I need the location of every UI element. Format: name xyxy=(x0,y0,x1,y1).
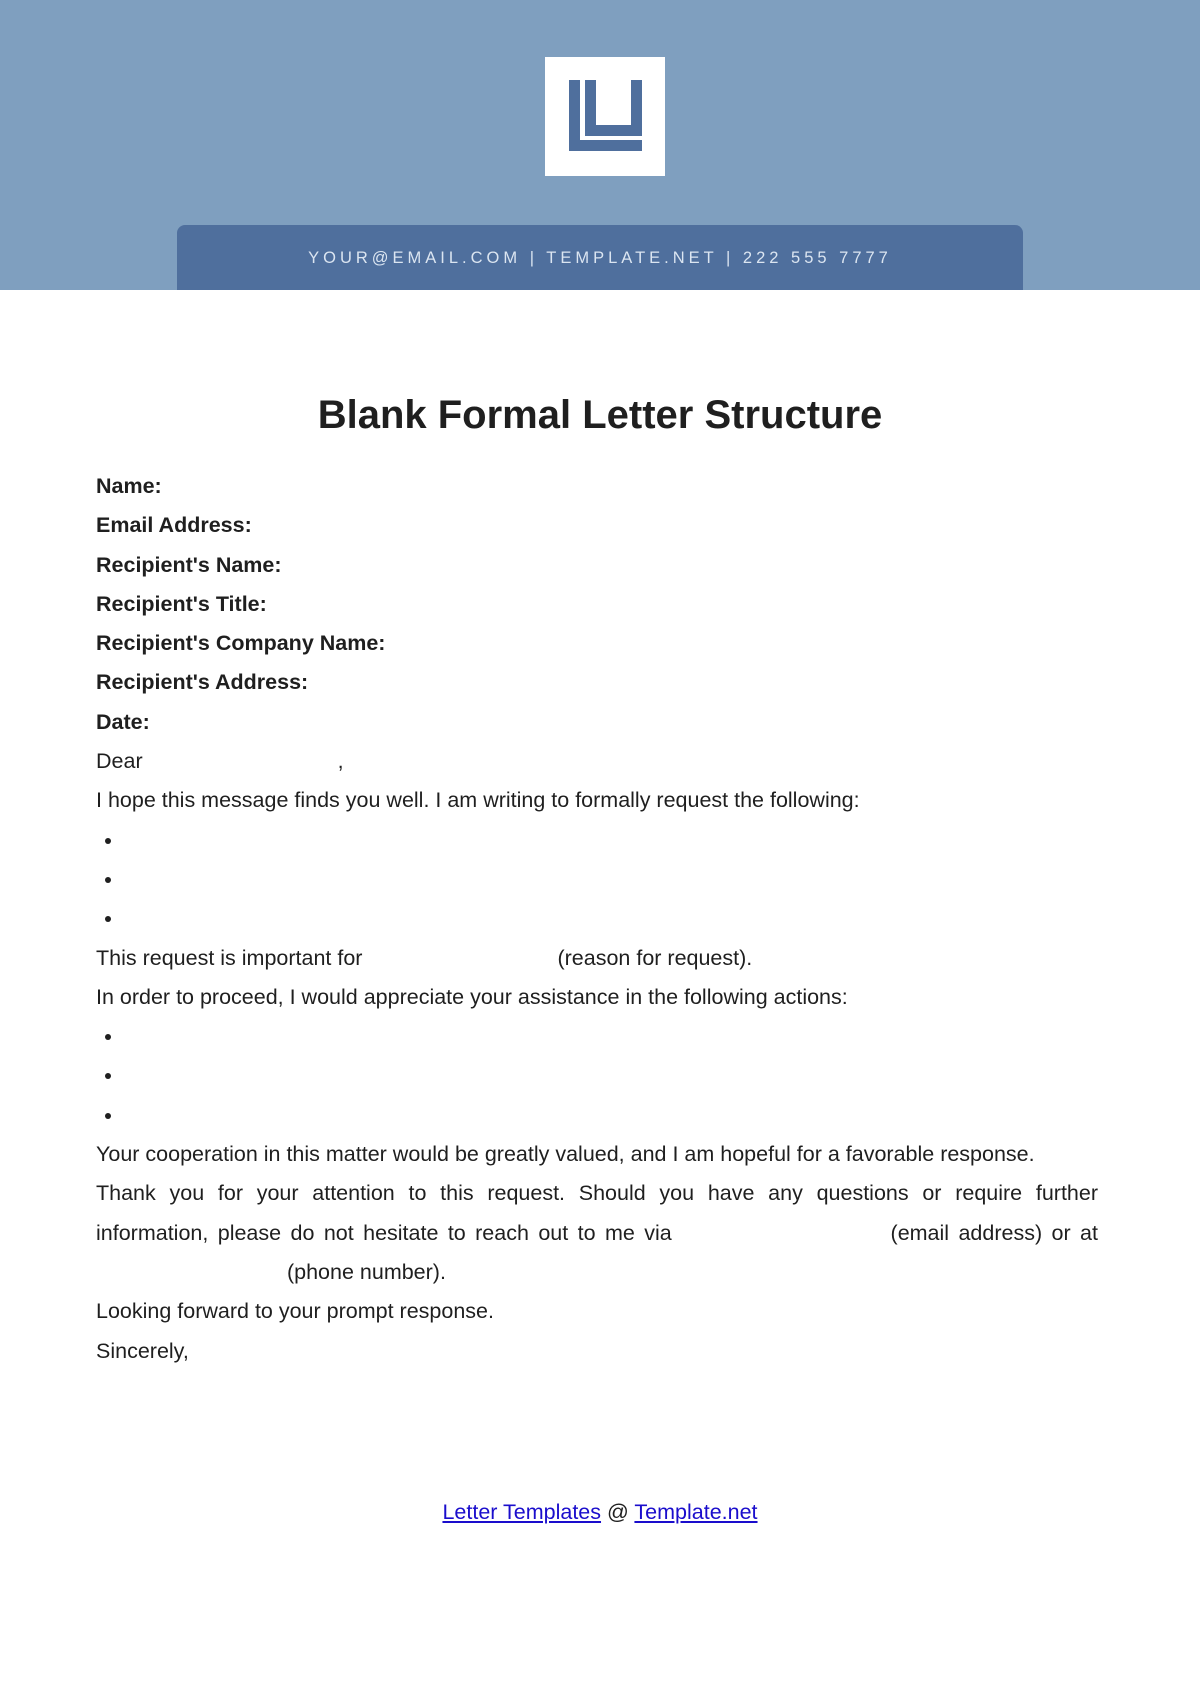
request-list xyxy=(96,821,1098,939)
list-item xyxy=(96,1056,1098,1095)
contact-bar xyxy=(177,225,1023,290)
field-name: Name: xyxy=(96,474,162,498)
field-recipient-name: Recipient's Name: xyxy=(96,552,282,577)
logo xyxy=(545,57,665,176)
email-suffix: (email address) or at xyxy=(890,1220,1098,1245)
reason-prefix: This request is important for xyxy=(96,945,363,970)
list-item xyxy=(96,1017,1098,1056)
list-item xyxy=(96,821,1098,860)
list-item xyxy=(96,860,1098,899)
footer-separator: @ xyxy=(607,1500,629,1524)
list-item xyxy=(96,899,1098,938)
actions-list xyxy=(96,1017,1098,1135)
reason-paragraph xyxy=(96,939,1098,978)
intro-paragraph: I hope this message finds you well. I am writing to formally request the following: xyxy=(96,788,860,813)
salutation-comma: , xyxy=(337,749,344,774)
field-recipient-company: Recipient's Company Name: xyxy=(96,631,386,656)
header-banner xyxy=(0,0,1200,290)
template-net-link[interactable]: Template.net xyxy=(634,1500,758,1524)
cooperation-paragraph: Your cooperation in this matter would be greatly valued, and I am hopeful for a favorable response. xyxy=(96,1142,1035,1167)
field-email-address: Email Address: xyxy=(96,513,252,538)
phone-suffix: (phone number). xyxy=(286,1259,446,1284)
letter-body xyxy=(96,467,1098,1371)
letter-l-logo-icon xyxy=(545,57,665,176)
field-recipient-address: Recipient's Address: xyxy=(96,670,309,695)
thanks-paragraph xyxy=(96,1174,1098,1292)
closing-line: Looking forward to your prompt response. xyxy=(96,1299,494,1324)
letter-templates-link[interactable]: Letter Templates xyxy=(442,1500,602,1524)
reason-suffix: (reason for request). xyxy=(557,945,753,970)
field-date: Date: xyxy=(96,709,150,734)
page-title: Blank Formal Letter Structure xyxy=(317,393,883,437)
salutation-text: Dear xyxy=(96,749,143,774)
list-item xyxy=(96,1096,1098,1135)
sign-off: Sincerely, xyxy=(96,1338,189,1363)
footer xyxy=(0,1500,1200,1525)
salutation xyxy=(96,742,1098,781)
thanks-prefix: Thank you for your attention to this request. Should you have any questions or require further information, please do not hesitate to reach out to me via xyxy=(96,1181,1098,1245)
contact-line: YOUR@EMAIL.COM | TEMPLATE.NET | 222 555 7777 xyxy=(308,249,892,267)
field-recipient-title: Recipient's Title: xyxy=(96,591,267,616)
actions-intro: In order to proceed, I would appreciate your assistance in the following actions: xyxy=(96,984,848,1009)
